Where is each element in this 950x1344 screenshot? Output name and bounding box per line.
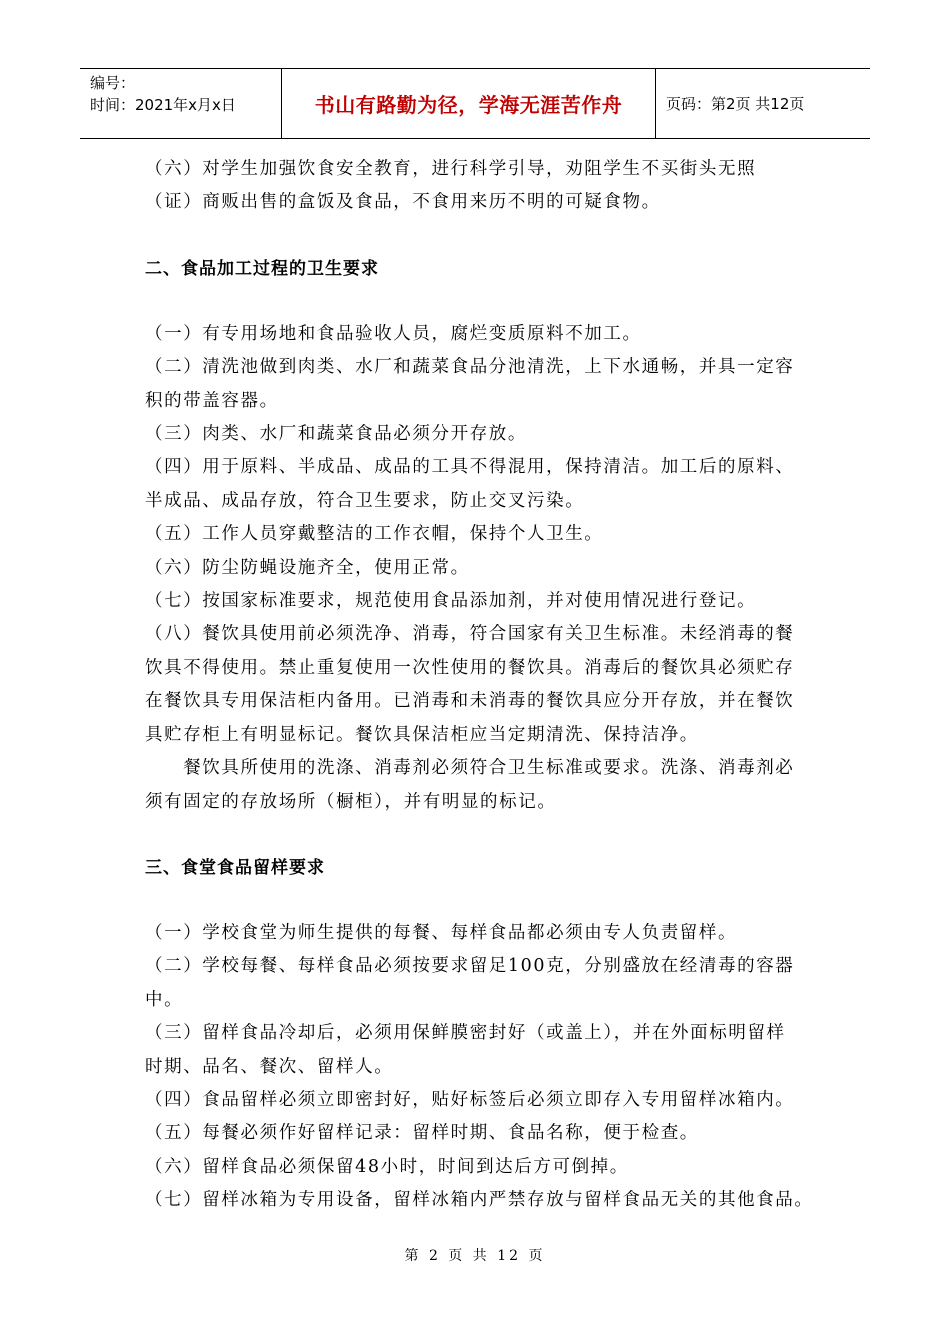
section2-line: 积的带盖容器。 xyxy=(145,390,279,411)
section3-line: 时期、品名、餐次、留样人。 xyxy=(145,1056,394,1077)
page-info: 页码：第2页 共12页 xyxy=(666,95,805,113)
section2-line: 饮具不得使用。禁止重复使用一次性使用的餐饮具。消毒后的餐饮具必须贮存 xyxy=(145,657,795,678)
section2-line: 须有固定的存放场所（橱柜），并有明显的标记。 xyxy=(145,791,557,812)
section3-line: 中。 xyxy=(145,989,184,1010)
section2-line: （五）工作人员穿戴整洁的工作衣帽，保持个人卫生。 xyxy=(145,524,604,545)
section-heading: 二、食品加工过程的卫生要求 xyxy=(145,258,379,279)
section2-line: 具贮存柜上有明显标记。餐饮具保洁柜应当定期清洗、保持洁净。 xyxy=(145,724,699,745)
section3-line: （三）留样食品冷却后，必须用保鲜膜密封好（或盖上），并在外面标明留样 xyxy=(145,1023,786,1044)
section2-line: 在餐饮具专用保洁柜内备用。已消毒和未消毒的餐饮具应分开存放，并在餐饮 xyxy=(145,691,795,712)
section-heading: 三、食堂食品留样要求 xyxy=(145,857,325,878)
section3-line: （七）留样冰箱为专用设备，留样冰箱内严禁存放与留样食品无关的其他食品。 xyxy=(145,1190,814,1211)
time-label: 时间：2021年x月x日 xyxy=(90,96,236,114)
intro-line: （证）商贩出售的盒饭及食品，不食用来历不明的可疑食物。 xyxy=(145,192,661,213)
section2-line: （一）有专用场地和食品验收人员，腐烂变质原料不加工。 xyxy=(145,323,642,344)
section3-line: （一）学校食堂为师生提供的每餐、每样食品都必须由专人负责留样。 xyxy=(145,922,738,943)
section2-line: （六）防尘防蝇设施齐全，使用正常。 xyxy=(145,557,470,578)
number-label: 编号： xyxy=(90,74,136,92)
section3-line: （二）学校每餐、每样食品必须按要求留足100克，分别盛放在经清毒的容器 xyxy=(145,956,795,977)
section2-line: （三）肉类、水厂和蔬菜食品必须分开存放。 xyxy=(145,424,527,445)
section3-line: （四）食品留样必须立即密封好，贴好标签后必须立即存入专用留样冰箱内。 xyxy=(145,1089,795,1110)
section2-line: （七）按国家标准要求，规范使用食品添加剂，并对使用情况进行登记。 xyxy=(145,591,757,612)
section2-line: （四）用于原料、半成品、成品的工具不得混用，保持清洁。加工后的原料、 xyxy=(145,457,795,478)
section3-line: （五）每餐必须作好留样记录：留样时期、食品名称，便于检查。 xyxy=(145,1123,699,1144)
intro-line: （六）对学生加强饮食安全教育，进行科学引导，劝阻学生不买街头无照 xyxy=(145,159,757,179)
motto: 书山有路勤为径，学海无涯苦作舟 xyxy=(282,69,656,138)
document-body xyxy=(145,153,814,1218)
page-footer: 第 2 页 共 12 页 xyxy=(404,1248,546,1264)
section2-line: （二）清洗池做到肉类、水厂和蔬菜食品分池清洗，上下水通畅，并具一定容 xyxy=(145,357,795,378)
section2-line: 半成品、成品存放，符合卫生要求，防止交叉污染。 xyxy=(145,490,585,511)
header-table xyxy=(80,68,870,139)
section3-line: （六）留样食品必须保留48小时，时间到达后方可倒掉。 xyxy=(145,1156,629,1177)
section2-line: 餐饮具所使用的洗涤、消毒剂必须符合卫生标准或要求。洗涤、消毒剂必 xyxy=(145,758,795,779)
header-left-cell xyxy=(80,69,282,138)
section2-line: （八）餐饮具使用前必须洗净、消毒，符合国家有关卫生标准。未经消毒的餐 xyxy=(145,624,795,645)
